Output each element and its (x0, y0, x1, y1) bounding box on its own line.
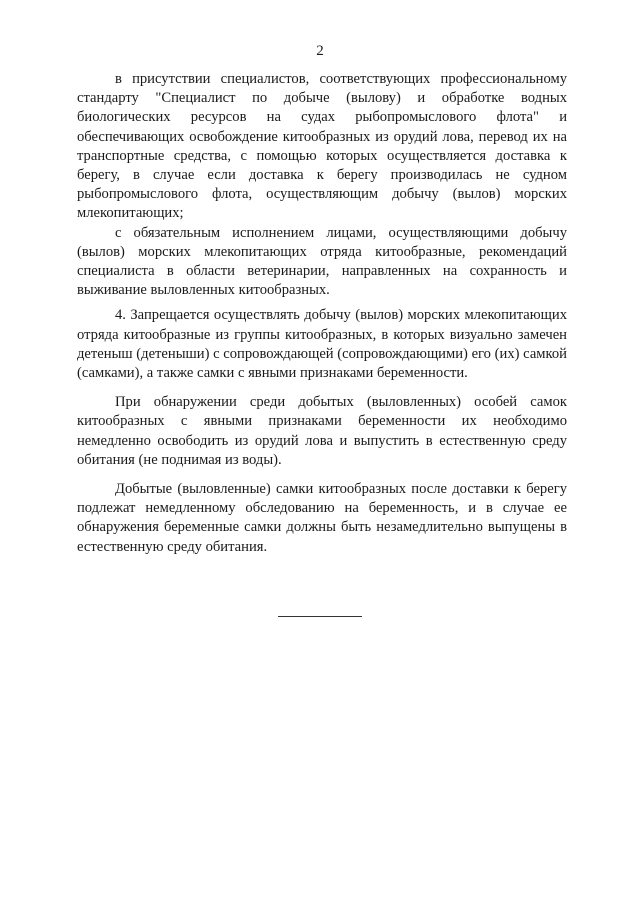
document-body (77, 70, 567, 557)
paragraph-prohibition: 4. Запрещается осуществлять добычу (вылов) морских млекопитающих отряда китообразные из группы китообразных, в которых визуально замечен детеныш (детеныши) с сопровождающей (сопровождающими) его (их) самкой (самками), а также самки с явными признаками беременности. (77, 307, 567, 382)
paragraph-vet-recommendations: с обязательным исполнением лицами, осуществляющими добычу (вылов) морских млекопитающих отряда китообразные, рекомендаций специалиста в области ветеринарии, направленных на сохранность и выживание выловленных китообразных. (77, 224, 567, 299)
end-of-document-rule (278, 616, 362, 617)
paragraph-release-pregnant: При обнаружении среди добытых (выловленных) особей самок китообразных с явными признаками беременности их необходимо немедленно освободить из орудий лова и выпустить в естественную среду обитания (не поднимая из воды). (77, 394, 567, 468)
paragraph-specialists: в присутствии специалистов, соответствующих профессиональному стандарту "Специалист по добыче (вылову) и обработке водных биологических ресурсов на судах рыбопромыслового флота" и обеспечивающих освобождение китообразных из орудий лова, перевод их на транспортные средства, с помощью которых осуществляется доставка к берегу, в случае если доставка к берегу производилась не судном рыбопромыслового флота, осуществляющим добычу (вылов) морских млекопитающих; (77, 71, 567, 222)
page-number: 2 (316, 43, 324, 59)
paragraph-examination: Добытые (выловленные) самки китообразных после доставки к берегу подлежат немедленному обследованию на беременность, и в случае ее обнаружения беременные самки должны быть незамедлительно выпущены в естественную среду обитания. (77, 481, 567, 555)
